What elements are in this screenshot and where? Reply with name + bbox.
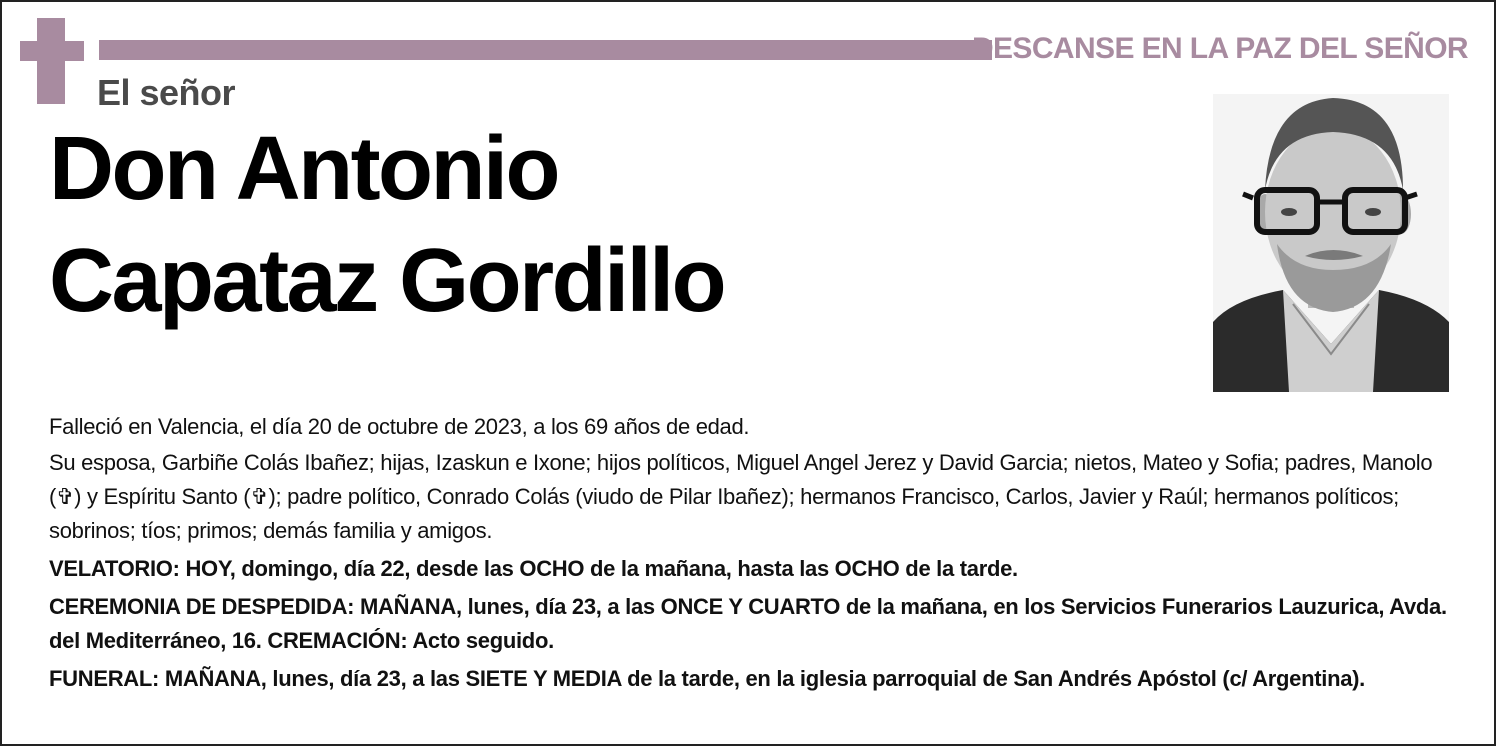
death-statement: Falleció en Valencia, el día 20 de octubre de 2023, a los 69 años de edad. [49,414,750,439]
header-tagline: DESCANSE EN LA PAZ DEL SEÑOR [971,32,1468,65]
wake-info: VELATORIO: HOY, domingo, día 22, desde las OCHO de la mañana, hasta las OCHO de la tarde. [49,556,1018,581]
cross-icon [37,18,65,104]
deceased-name-line2: Capataz Gordillo [49,231,725,331]
deceased-name-line1: Don Antonio [49,119,558,219]
obituary-body [49,410,1449,696]
funeral-info: FUNERAL: MAÑANA, lunes, día 23, a las SIETE Y MEDIA de la tarde, en la iglesia parroquial de San Andrés Apóstol (c/ Argentina). [49,666,1365,691]
honorific: El señor [97,72,236,113]
header-band [99,40,992,60]
family-list: Su esposa, Garbiñe Colás Ibañez; hijas, Izaskun e Ixone; hijos políticos, Miguel Angel Jerez y David Garcia; nietos, Mateo y Sofia; padres, Manolo (✞) y Espíritu Santo (✞); padre político, Conrado Colás (viudo de Pilar Ibañez); hermanos Francisco, Carlos, Javier y Raúl; hermanos políticos; sobrinos; tíos; primos; demás familia y amigos. [49,450,1433,543]
farewell-ceremony-info: CEREMONIA DE DESPEDIDA: MAÑANA, lunes, día 23, a las ONCE Y CUARTO de la mañana, en los Servicios Funerarios Lauzurica, Avda. del Mediterráneo, 16. CREMACIÓN: Acto seguido. [49,594,1447,653]
portrait-photo [1213,94,1449,392]
cross-icon-bar [20,41,84,61]
